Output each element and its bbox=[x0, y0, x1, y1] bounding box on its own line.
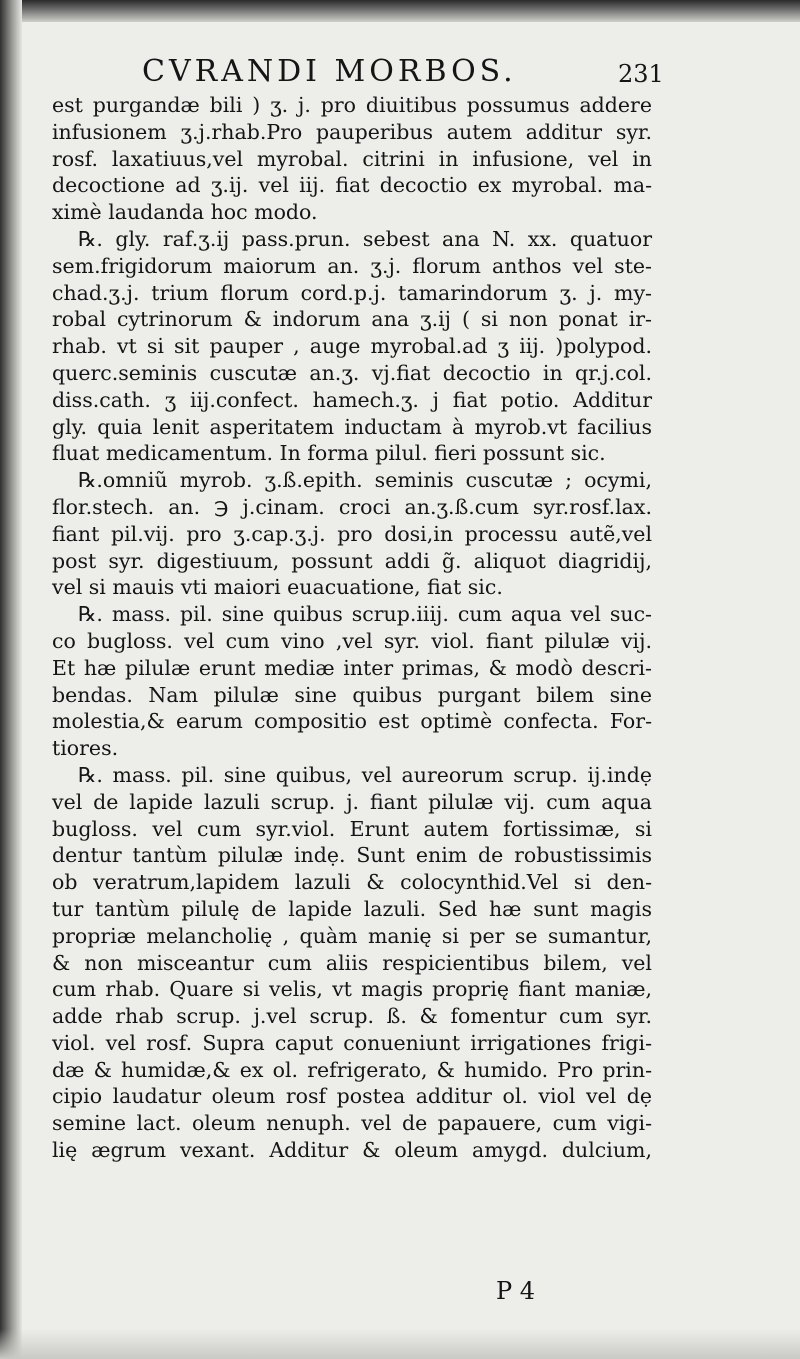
text-line: Et hæ pilulæ erunt mediæ inter primas, & modò descri- bbox=[52, 655, 652, 680]
text-line: chad.ʒ.j. trium florum cord.p.j. tamarindorum ʒ. j. my- bbox=[52, 280, 652, 305]
text-line: est purgandæ bili ) ʒ. j. pro diuitibus possumus addere bbox=[52, 93, 652, 117]
page-number: 231 bbox=[618, 60, 664, 88]
text-line: propriæ melancholię , quàm manię si per se sumantur, bbox=[52, 923, 652, 948]
text-line: fiant pil.vij. pro ʒ.cap.ʒ.j. pro dosi,in processu autẽ,vel bbox=[52, 521, 652, 546]
text-line: ximè laudanda hoc modo. bbox=[52, 200, 318, 225]
text-line: molestia,& earum compositio est optimè confecta. For- bbox=[52, 709, 652, 734]
text-line: rosf. laxatiuus,vel myrobal. citrini in infusione, vel in bbox=[52, 146, 652, 171]
page-header bbox=[50, 52, 670, 92]
body-text bbox=[52, 92, 652, 1164]
text-line: gly. quia lenit asperitatem inductam à myrob.vt facilius bbox=[52, 414, 652, 439]
scan-edge-bottom bbox=[0, 1329, 800, 1359]
text-line: rhab. vt si sit pauper , auge myrobal.ad ʒ iij. )polypod. bbox=[52, 334, 652, 359]
text-line: vel si mauis vti maiori euacuatione, fiat sic. bbox=[52, 575, 503, 600]
text-line: co bugloss. vel cum vino ,vel syr. viol. fiant pilulæ vij. bbox=[52, 628, 652, 653]
text-line: bugloss. vel cum syr.viol. Erunt autem fortissimæ, si bbox=[52, 816, 652, 841]
text-line: querc.seminis cuscutæ an.ʒ. vj.fiat decoctio in qr.j.col. bbox=[52, 360, 652, 385]
text-line: ℞.omniũ myrob. ʒ.ß.epith. seminis cuscutæ ; ocymi, bbox=[78, 468, 652, 493]
text-line: adde rhab scrup. j.vel scrup. ß. & fomentur cum syr. bbox=[52, 1004, 652, 1029]
text-line: ℞. gly. raf.ʒ.ij pass.prun. sebest ana N. xx. quatuor bbox=[78, 226, 652, 251]
text-line: ℞. mass. pil. sine quibus, vel aureorum scrup. ij.indẹ bbox=[78, 762, 652, 787]
text-line: post syr. digestiuum, possunt addi g̃. aliquot diagridij, bbox=[52, 548, 652, 573]
text-line: lię ægrum vexant. Additur & oleum amygd. dulcium, bbox=[52, 1138, 652, 1163]
text-line: semine lact. oleum nenuph. vel de papauere, cum vigi- bbox=[52, 1111, 652, 1136]
running-title: CVRANDI MORBOS. bbox=[142, 54, 517, 89]
text-line: robal cytrinorum & indorum ana ʒ.ij ( si non ponat ir- bbox=[52, 307, 652, 332]
text-line: ℞. mass. pil. sine quibus scrup.iiij. cum aqua vel suc- bbox=[78, 602, 652, 627]
text-line: flor.stech. an. ℈ j.cinam. croci an.ʒ.ß.cum syr.rosf.lax. bbox=[52, 494, 652, 519]
text-line: diss.cath. ʒ iij.confect. hamech.ʒ. j fiat potio. Additur bbox=[52, 387, 652, 412]
text-line: & non misceantur cum aliis respicientibus bilem, vel bbox=[52, 950, 652, 975]
text-line: dæ & humidæ,& ex ol. refrigerato, & humido. Pro prin- bbox=[52, 1057, 652, 1082]
scan-edge-shadow-left bbox=[0, 0, 22, 1359]
scan-edge-shadow-top bbox=[0, 0, 800, 22]
text-line: ob veratrum,lapidem lazuli & colocynthid.Vel si den- bbox=[52, 870, 652, 895]
text-line: tur tantùm pilulę de lapide lazuli. Sed hæ sunt magis bbox=[52, 896, 652, 921]
text-line: vel de lapide lazuli scrup. j. fiant pilulæ vij. cum aqua bbox=[52, 789, 652, 814]
text-line: sem.frigidorum maiorum an. ʒ.j. florum anthos vel ste- bbox=[52, 253, 652, 278]
text-line: tiores. bbox=[52, 736, 119, 761]
text-line: viol. vel rosf. Supra caput conueniunt irrigationes frigi- bbox=[52, 1030, 652, 1055]
text-line: cipio laudatur oleum rosf postea additur ol. viol vel dẹ bbox=[52, 1084, 652, 1109]
text-line: bendas. Nam pilulæ sine quibus purgant bilem sine bbox=[52, 682, 652, 707]
text-line: cum rhab. Quare si velis, vt magis proprię fiant maniæ, bbox=[52, 977, 652, 1002]
text-line: decoctione ad ʒ.ij. vel iij. fiat decoctio ex myrobal. ma- bbox=[52, 173, 652, 198]
text-line: fluat medicamentum. In forma pilul. fieri possunt sic. bbox=[52, 441, 606, 466]
signature-mark: P 4 bbox=[496, 1277, 536, 1305]
text-line: dentur tantùm pilulæ indẹ. Sunt enim de robustissimis bbox=[52, 843, 652, 868]
text-line: infusionem ʒ.j.rhab.Pro pauperibus autem additur syr. bbox=[52, 119, 652, 144]
